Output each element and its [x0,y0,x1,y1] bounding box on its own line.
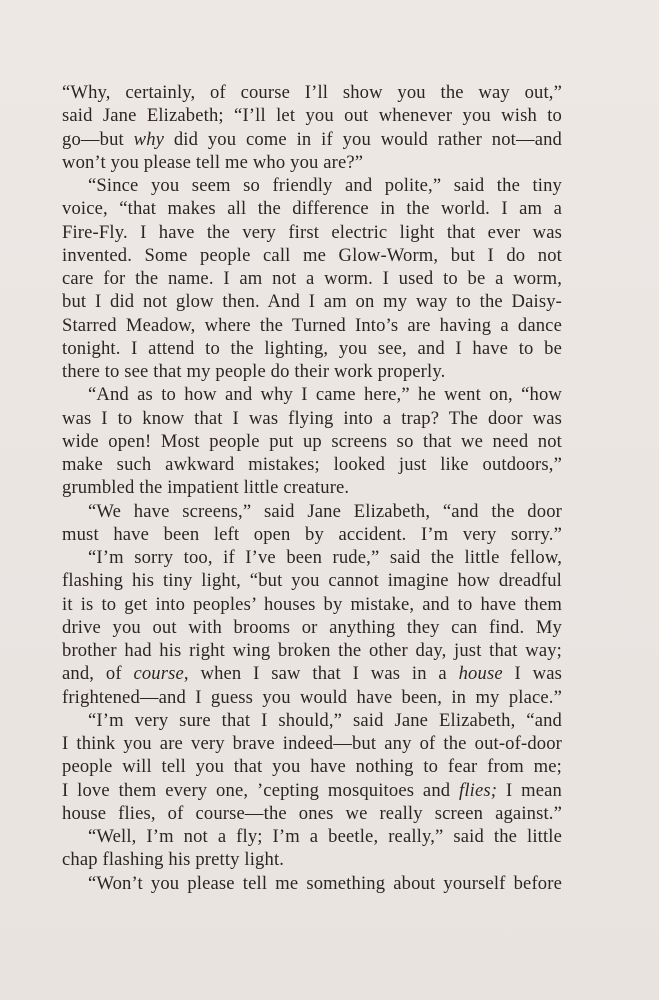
text-line: there to see that my people do their work properly. [62,361,446,382]
text-line: invented. Some people call me Glow-Worm, but I do not [62,244,562,266]
text-line: tonight. I attend to the lighting, you see, and I have to be [62,337,562,359]
text-line: drive you out with brooms or anything they can find. My [62,616,562,638]
text-line: must have been left open by accident. I’m very sorry.” [62,523,562,545]
text-line: “Well, I’m not a fly; I’m a beetle, really,” said the little [88,826,562,847]
text-line: said Jane Elizabeth; “I’ll let you out whenever you wish to [62,105,562,127]
text-line: “I’m very sure that I should,” said Jane Elizabeth, “and [88,709,562,731]
text-line: “Why, certainly, of course I’ll show you the way out,” [62,82,562,103]
text-line: house flies, of course—the ones we really screen against.” [62,802,562,824]
text-line: Fire-Fly. I have the very first electric light that ever was [62,221,562,243]
text-line: I love them every one, ’cepting mosquitoes and flies; I mean [62,779,562,801]
text-line: flashing his tiny light, “but you cannot imagine how dreadful [62,570,562,592]
text-line: “Won’t you please tell me something about yourself before [88,872,562,894]
text-line: was I to know that I was flying into a trap? The door was [62,407,562,429]
text-line: “Since you seem so friendly and polite,” said the tiny [88,175,562,196]
text-line: frightened—and I guess you would have been, in my place.” [62,686,562,708]
text-line: make such awkward mistakes; looked just like outdoors,” [62,454,562,475]
text-line: it is to get into peoples’ houses by mistake, and to have them [62,593,562,615]
text-line: grumbled the impatient little creature. [62,477,350,499]
text-line: brother had his right wing broken the other day, just that way; [62,640,562,661]
text-line: but I did not glow then. And I am on my way to the Daisy- [62,291,562,313]
text-line: care for the name. I am not a worm. I used to be a worm, [62,268,562,289]
page-text [62,81,562,895]
text-line: “I’m sorry too, if I’ve been rude,” said the little fellow, [88,547,562,568]
text-line: “And as to how and why I came here,” he went on, “how [88,384,562,406]
text-line: Starred Meadow, where the Turned Into’s are having a dance [62,314,562,336]
text-line: people will tell you that you have nothing to fear from me; [62,756,562,778]
text-line: wide open! Most people put up screens so that we need not [62,430,562,452]
text-line: won’t you please tell me who you are?” [62,151,364,173]
text-line: chap flashing his pretty light. [62,849,285,871]
text-line: voice, “that makes all the difference in the world. I am a [62,198,562,220]
text-line: and, of course, when I saw that I was in a house I was [62,663,563,685]
text-line: I think you are very brave indeed—but any of the out-of-door [62,733,562,754]
text-line: go—but why did you come in if you would rather not—and [62,128,562,150]
text-line: “We have screens,” said Jane Elizabeth, “and the door [88,500,562,522]
